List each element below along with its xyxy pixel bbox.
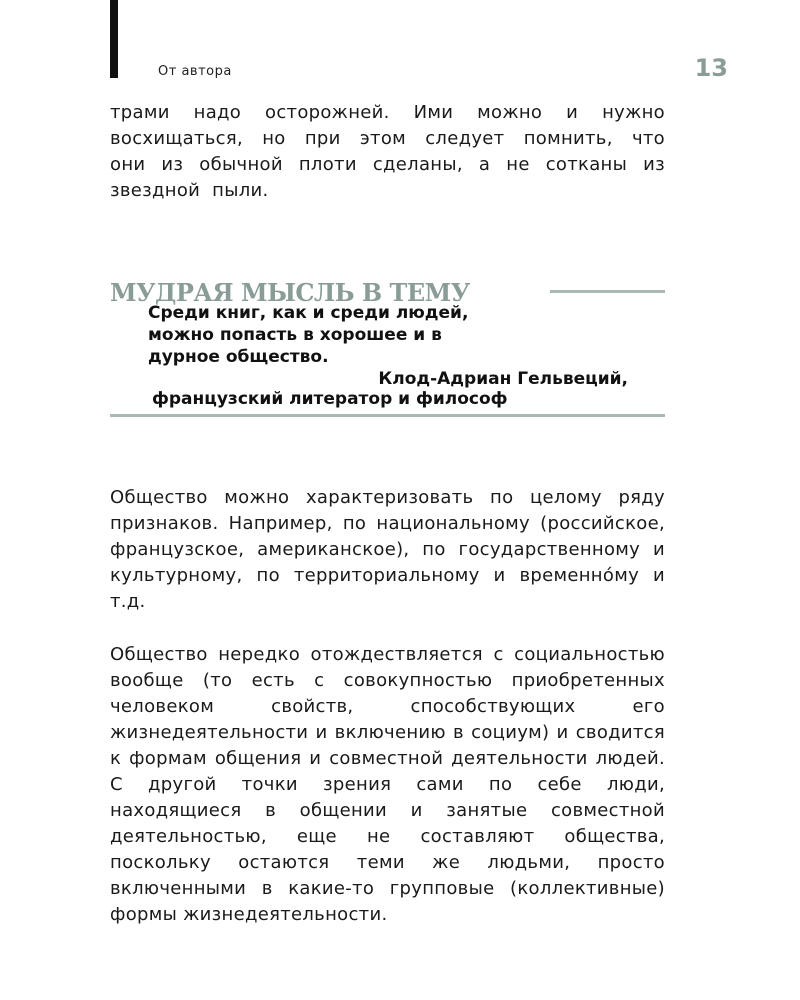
- body-paragraph: Общество можно характеризовать по целому ряду признаков. Например, по национальному (российское, французское, американское), по государственному и культурному, по территориальному и временно́му и т.д.: [110, 487, 665, 612]
- intro-paragraph: трами надо осторожней. Ими можно и нужно восхищаться, но при этом следует помнить, что они из обычной плоти сделаны, а не сотканы из звездной пыли.: [110, 102, 665, 201]
- quote-line: дурное общество.: [148, 347, 329, 367]
- quote-heading: МУДРАЯ МЫСЛЬ В ТЕМУ: [110, 278, 470, 307]
- quote-line: Среди книг, как и среди людей,: [148, 303, 469, 323]
- page-number: 13: [694, 54, 728, 82]
- quote-text: [148, 302, 628, 368]
- page-edge-bar: [110, 0, 118, 78]
- running-head: От автора: [158, 64, 232, 79]
- quote-box: [110, 276, 665, 416]
- quote-author-role: французский литератор и философ: [152, 389, 508, 409]
- quote-bottom-rule: [110, 414, 665, 417]
- body-paragraph: Общество нередко отождествляется с социальностью вообще (то есть с совокупностью приобретенных человеком свойств, способствующих его жизнедеятельности и включению в социум) и сводится к формам общения и совместной деятельности людей. С другой точки зрения сами по себе люди, находящиеся в общении и занятые совместной деятельностью, еще не составляют общества, поскольку остаются теми же людьми, просто включенными в какие-то групповые (коллективные) формы жизнедеятельности.: [110, 644, 665, 925]
- heading-rule: [550, 290, 665, 293]
- quote-line: можно попасть в хорошее и в: [148, 325, 442, 345]
- quote-author: Клод-Адриан Гельвеций,: [378, 369, 628, 389]
